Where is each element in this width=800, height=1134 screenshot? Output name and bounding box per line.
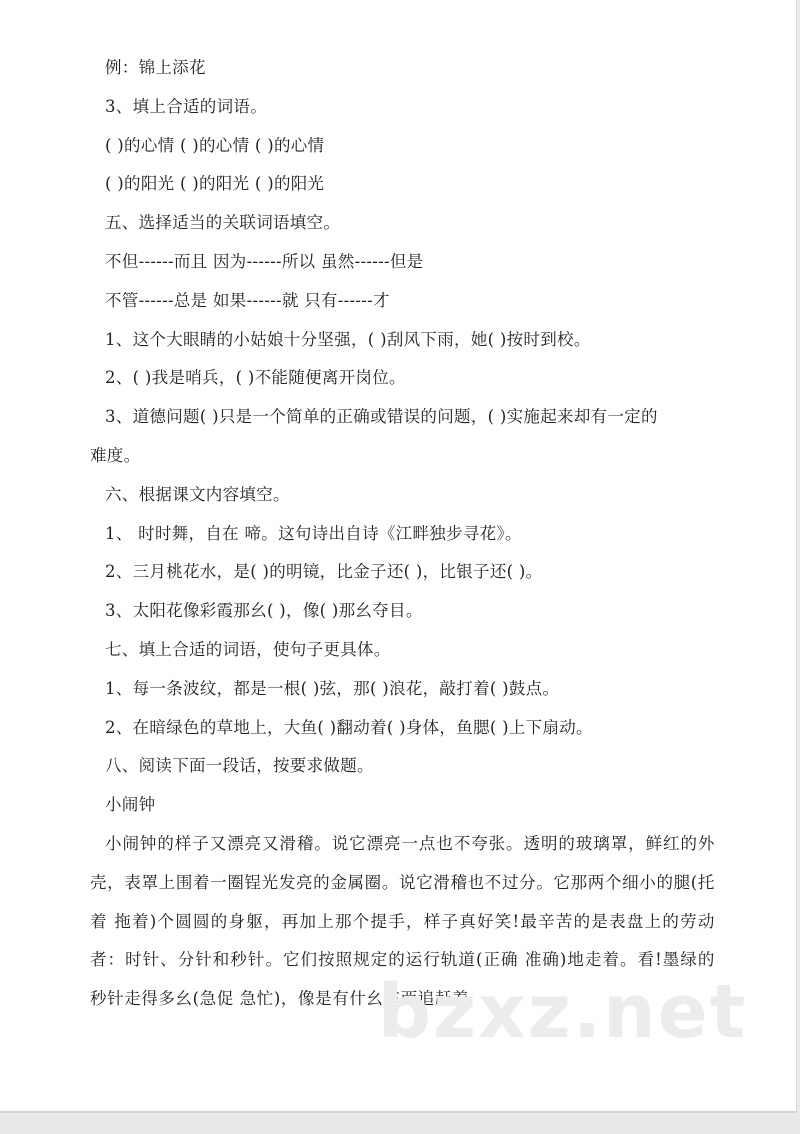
question-item: 3、道德问题( )只是一个简单的正确或错误的问题，( )实施起来却有一定的	[105, 407, 658, 427]
fill-blank-line: ( )的心情 ( )的心情 ( )的心情	[105, 135, 325, 155]
question-heading: 3、填上合适的词语。	[105, 96, 267, 116]
question-item: 2、( )我是哨兵，( )不能随便离开岗位。	[105, 368, 406, 388]
section-heading: 六、根据课文内容填空。	[105, 484, 290, 504]
question-item: 1、这个大眼睛的小姑娘十分坚强，( )刮风下雨，她( )按时到校。	[105, 329, 591, 349]
passage-title: 小闹钟	[105, 795, 156, 815]
section-heading: 五、选择适当的关联词语填空。	[105, 213, 341, 233]
fill-blank-line: ( )的阳光 ( )的阳光 ( )的阳光	[105, 174, 325, 194]
document-content	[90, 49, 730, 1019]
section-heading: 八、阅读下面一段话，按要求做题。	[105, 756, 374, 776]
watermark: bzxz.net	[378, 969, 748, 1055]
section-heading: 七、填上合适的词语，使句子更具体。	[105, 639, 391, 659]
question-item: 3、太阳花像彩霞那幺( )，像( )那幺夺目。	[105, 601, 423, 621]
reading-passage: 小闹钟的样子又漂亮又滑稽。说它漂亮一点也不夸张。透明的玻璃罩，鲜红的外壳，表罩上围着一圈锃光发亮的金属圈。说它滑稽也不过分。它那两个细小的腿(托着 拖着)个圆圆的身躯，再加上那个提手，样子真好笑!最辛苦的是表盘上的劳动者：时针、分针和秒针。它们按照规定的运行轨道(正确 准确)地走着。看!墨绿的秒针走得多幺(急促 急忙)，像是有什幺东西追赶着	[90, 833, 715, 1009]
example-line: 例：锦上添花	[105, 58, 206, 77]
question-item: 2、在暗绿色的草地上，大鱼( )翻动着( )身体，鱼腮( )上下扇动。	[105, 717, 593, 737]
question-item: 1、 时时舞，自在 啼。这句诗出自诗《江畔独步寻花》。	[105, 523, 522, 543]
question-item: 2、三月桃花水，是( )的明镜，比金子还( )，比银子还( )。	[105, 562, 543, 582]
conjunction-options: 不但------而且 因为------所以 虽然------但是	[105, 251, 424, 271]
question-item-continued: 难度。	[90, 445, 141, 465]
conjunction-options: 不管------总是 如果------就 只有------才	[105, 290, 390, 310]
question-item: 1、每一条波纹，都是一根( )弦，那( )浪花，敲打着( )鼓点。	[105, 678, 560, 698]
